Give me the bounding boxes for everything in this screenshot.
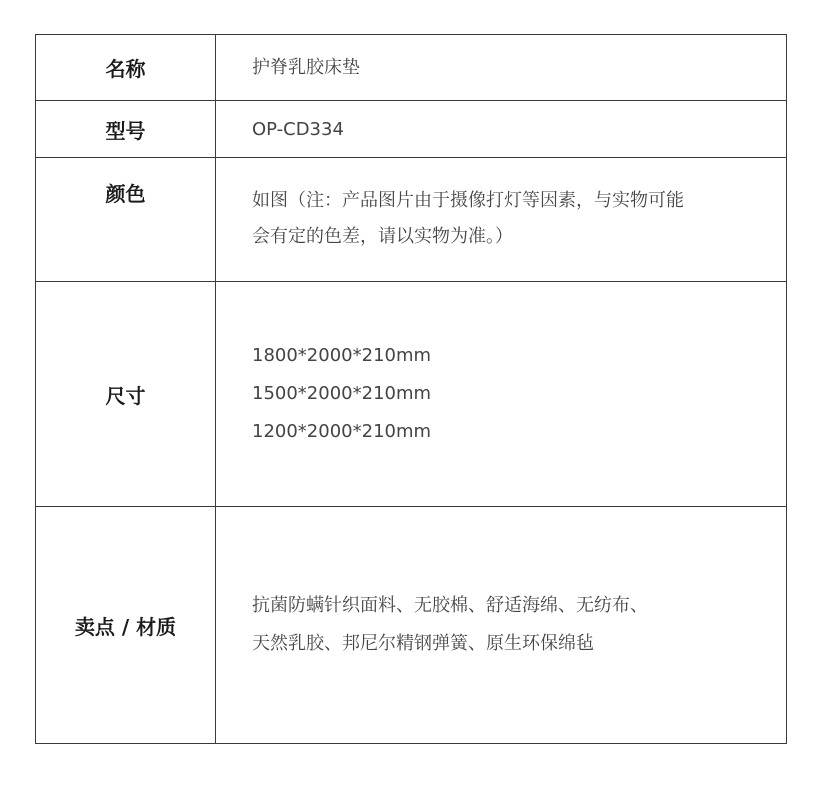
spec-label-name: 名称 bbox=[36, 35, 216, 101]
spec-value-line: 1500*2000*210mm bbox=[252, 383, 432, 404]
spec-value-color bbox=[216, 158, 787, 282]
spec-value-line: 如图（注：产品图片由于摄像打灯等因素，与实物可能 bbox=[252, 190, 684, 211]
spec-value-line: 会有定的色差，请以实物为准。） bbox=[252, 226, 513, 247]
spec-row-size bbox=[36, 282, 787, 507]
spec-value-material bbox=[216, 507, 787, 744]
spec-label-size: 尺寸 bbox=[36, 282, 216, 507]
spec-value-line: 抗菌防螨针织面料、无胶棉、舒适海绵、无纺布、 bbox=[252, 595, 648, 616]
spec-value-line: 1200*2000*210mm bbox=[252, 421, 432, 442]
spec-value-line: 护脊乳胶床垫 bbox=[252, 57, 360, 78]
spec-value-line: 1800*2000*210mm bbox=[252, 345, 432, 366]
spec-label-material: 卖点 / 材质 bbox=[36, 507, 216, 744]
spec-label-model: 型号 bbox=[36, 101, 216, 158]
spec-row-material bbox=[36, 507, 787, 744]
spec-value-line: 天然乳胶、邦尼尔精钢弹簧、原生环保绵毡 bbox=[252, 633, 594, 654]
spec-value-name bbox=[216, 35, 787, 101]
spec-value-line: OP-CD334 bbox=[252, 118, 344, 140]
spec-label-color: 颜色 bbox=[36, 158, 216, 282]
spec-row-model bbox=[36, 101, 787, 158]
spec-row-name bbox=[36, 35, 787, 101]
spec-value-model bbox=[216, 101, 787, 158]
spec-row-color bbox=[36, 158, 787, 282]
spec-table bbox=[35, 34, 787, 744]
spec-value-size bbox=[216, 282, 787, 507]
